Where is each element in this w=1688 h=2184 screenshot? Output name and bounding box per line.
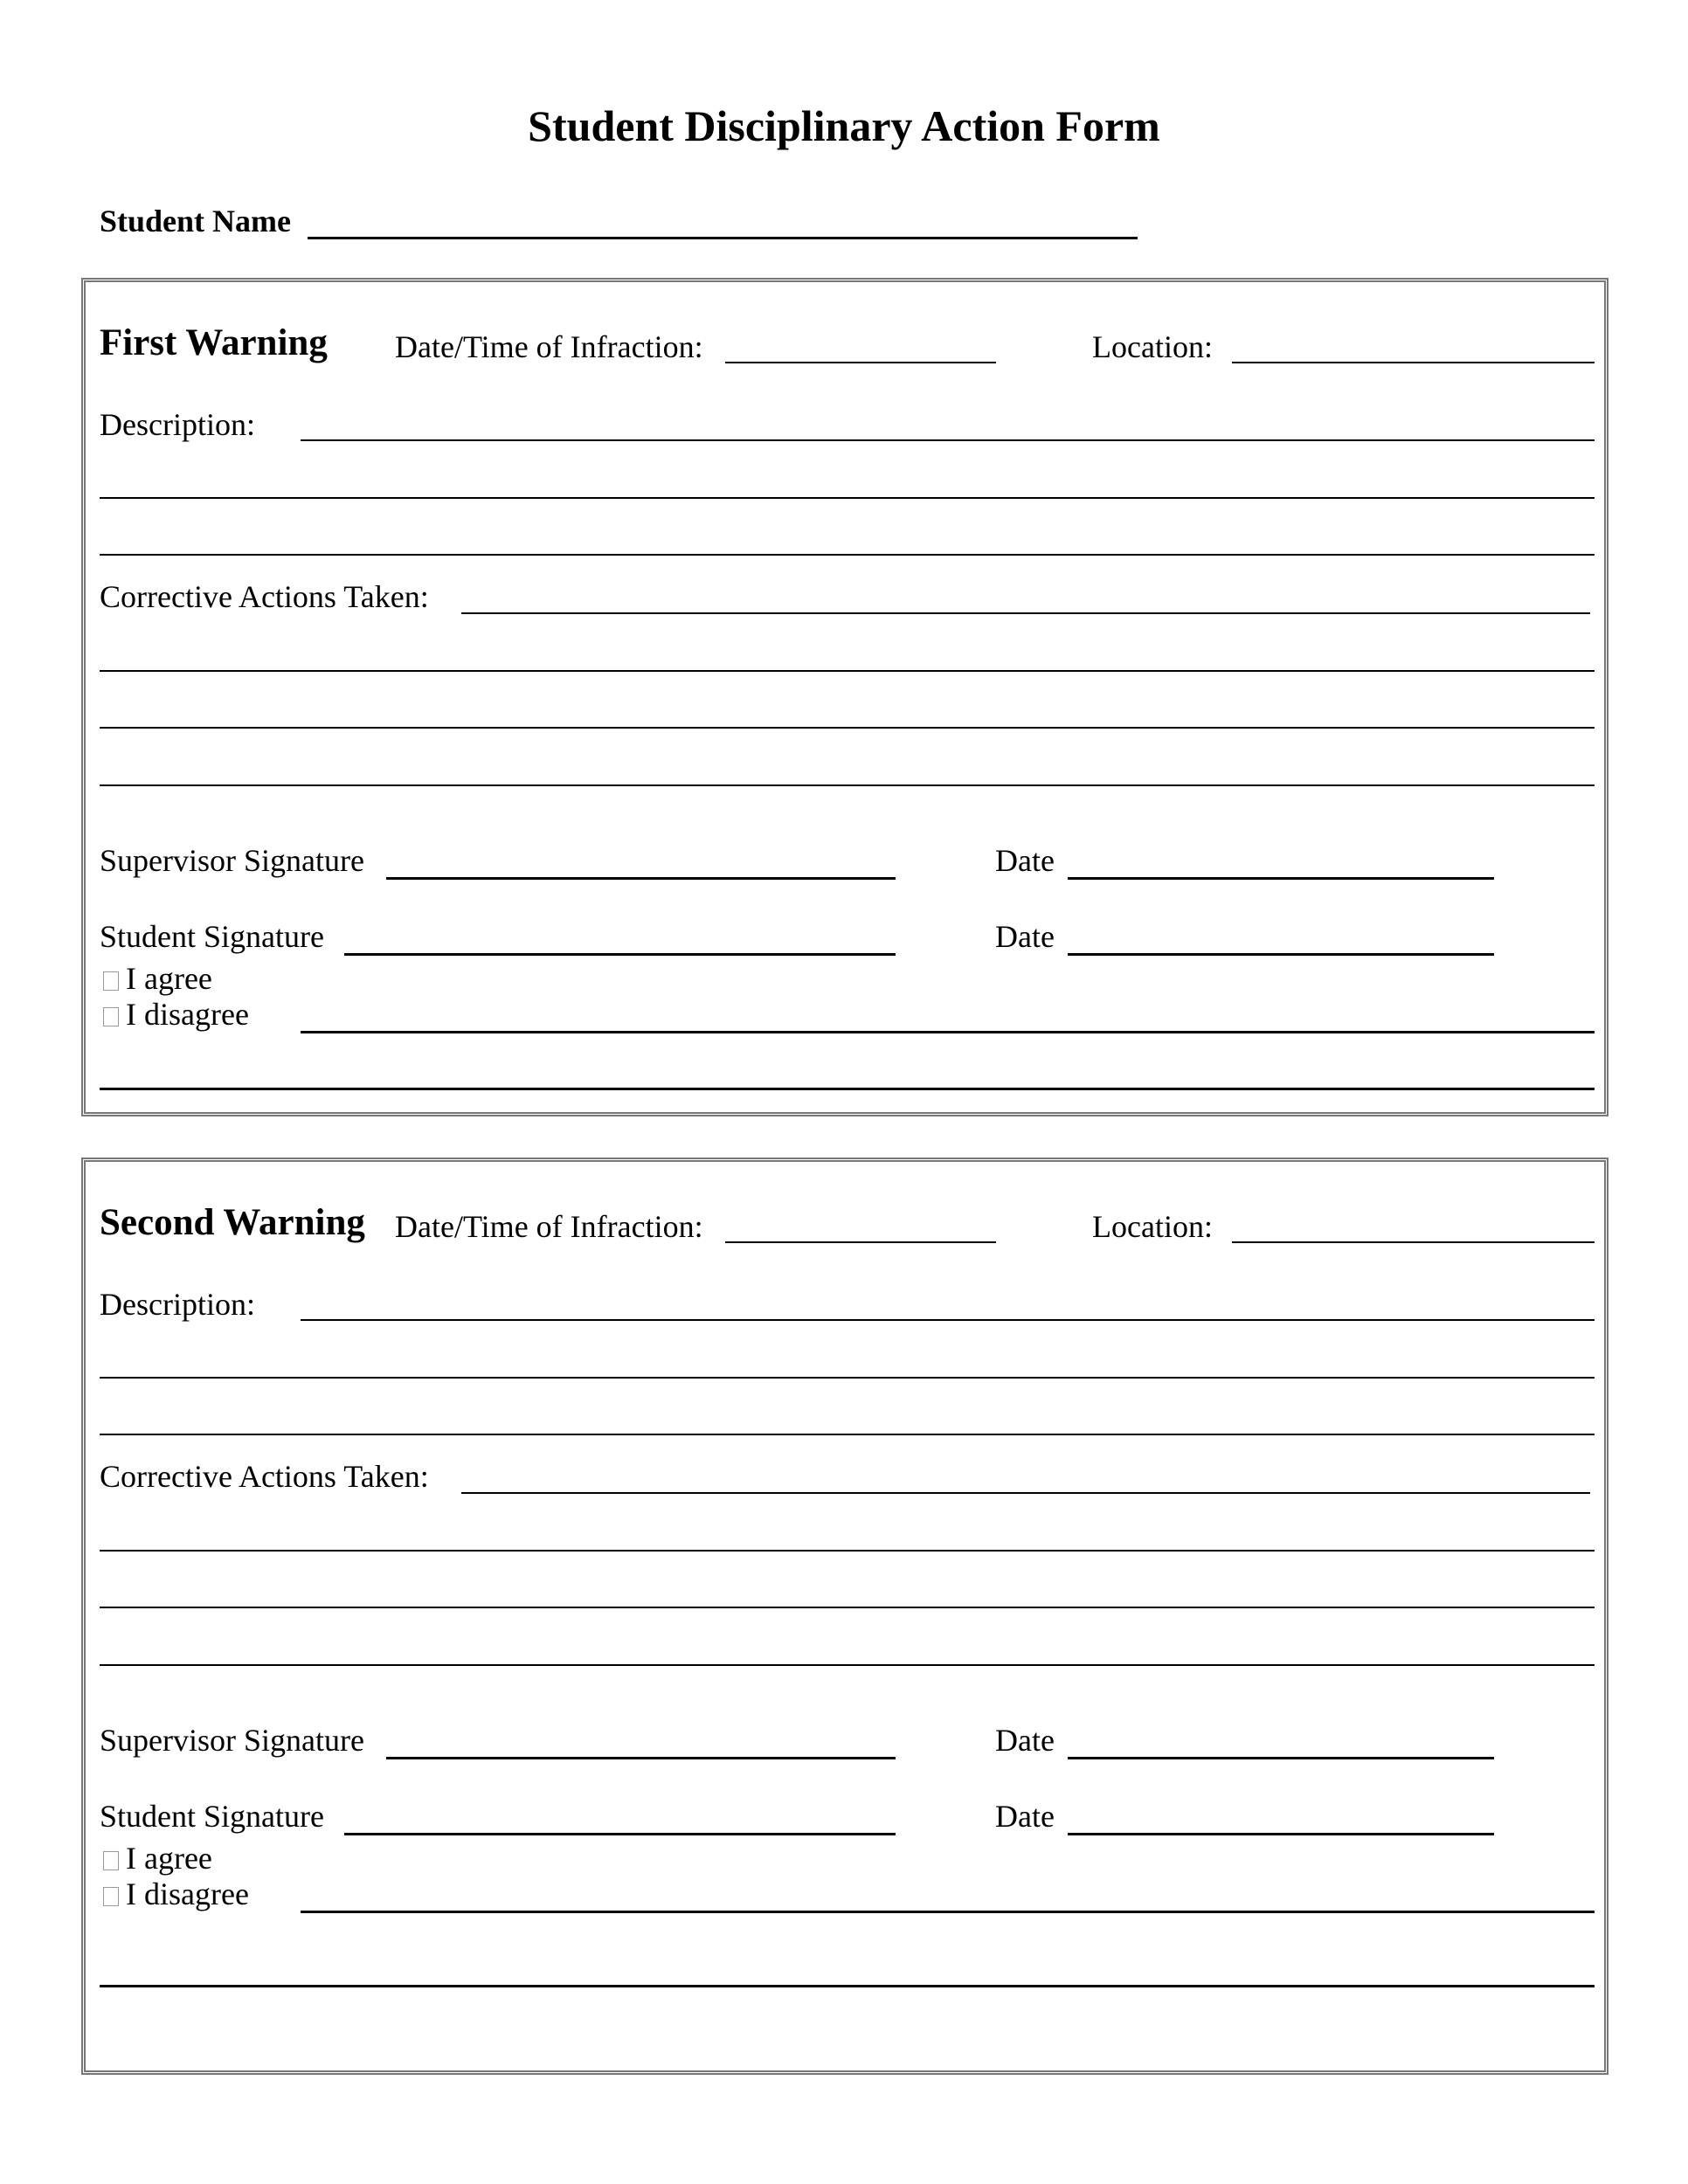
second-disagree-option[interactable] — [103, 1876, 249, 1911]
first-corrective-label: Corrective Actions Taken: — [100, 579, 429, 614]
first-disagree-label: I disagree — [126, 997, 249, 1032]
second-disagree-checkbox[interactable] — [103, 1887, 119, 1906]
second-corrective-label: Corrective Actions Taken: — [100, 1459, 429, 1494]
second-description-line-1[interactable] — [301, 1319, 1595, 1321]
first-description-line-2[interactable] — [100, 497, 1595, 499]
first-date-label-1: Date — [995, 843, 1055, 878]
first-datetime-field[interactable] — [725, 362, 996, 363]
first-date-label-2: Date — [995, 919, 1055, 954]
first-disagree-reason-line-2[interactable] — [100, 1088, 1595, 1090]
second-agree-checkbox[interactable] — [103, 1851, 119, 1870]
form-title: Student Disciplinary Action Form — [528, 101, 1160, 150]
second-date-label-2: Date — [995, 1799, 1055, 1834]
first-description-line-3[interactable] — [100, 554, 1595, 556]
second-disagree-reason-line-1[interactable] — [301, 1911, 1595, 1913]
second-date-label-1: Date — [995, 1723, 1055, 1758]
second-corrective-line-3[interactable] — [100, 1607, 1595, 1608]
first-disagree-option[interactable] — [103, 997, 249, 1032]
first-warning-heading: First Warning — [100, 322, 328, 363]
first-location-field[interactable] — [1232, 362, 1595, 363]
first-agree-option[interactable] — [103, 961, 212, 996]
second-datetime-label: Date/Time of Infraction: — [395, 1209, 703, 1244]
second-student-signature-field[interactable] — [344, 1833, 896, 1835]
first-corrective-line-1[interactable] — [461, 612, 1590, 614]
first-student-signature-label: Student Signature — [100, 919, 324, 954]
second-warning-heading: Second Warning — [100, 1202, 365, 1243]
first-agree-checkbox[interactable] — [103, 971, 119, 991]
second-date-field-1[interactable] — [1068, 1757, 1494, 1759]
student-name-label: Student Name — [100, 204, 292, 238]
second-corrective-line-1[interactable] — [461, 1492, 1590, 1494]
first-datetime-label: Date/Time of Infraction: — [395, 329, 703, 364]
second-agree-option[interactable] — [103, 1841, 212, 1876]
first-location-label: Location: — [1092, 329, 1213, 364]
second-date-field-2[interactable] — [1068, 1833, 1494, 1835]
second-supervisor-signature-label: Supervisor Signature — [100, 1723, 364, 1758]
first-warning-section — [81, 278, 1608, 1116]
second-supervisor-signature-field[interactable] — [386, 1757, 896, 1759]
first-description-line-1[interactable] — [301, 439, 1595, 441]
second-warning-section — [81, 1158, 1608, 2075]
first-student-signature-field[interactable] — [344, 953, 896, 956]
second-description-line-3[interactable] — [100, 1434, 1595, 1435]
first-agree-label: I agree — [126, 961, 212, 996]
student-name-field[interactable] — [308, 237, 1138, 239]
second-student-signature-label: Student Signature — [100, 1799, 324, 1834]
first-corrective-line-2[interactable] — [100, 670, 1595, 672]
second-corrective-line-4[interactable] — [100, 1664, 1595, 1666]
second-location-field[interactable] — [1232, 1241, 1595, 1243]
second-agree-label: I agree — [126, 1841, 212, 1876]
first-supervisor-signature-label: Supervisor Signature — [100, 843, 364, 878]
first-date-field-1[interactable] — [1068, 877, 1494, 880]
second-description-label: Description: — [100, 1287, 255, 1322]
second-datetime-field[interactable] — [725, 1241, 996, 1243]
second-location-label: Location: — [1092, 1209, 1213, 1244]
second-description-line-2[interactable] — [100, 1377, 1595, 1379]
second-disagree-reason-line-2[interactable] — [100, 1985, 1595, 1987]
second-corrective-line-2[interactable] — [100, 1550, 1595, 1552]
first-disagree-checkbox[interactable] — [103, 1007, 119, 1026]
first-corrective-line-4[interactable] — [100, 784, 1595, 786]
second-disagree-label: I disagree — [126, 1876, 249, 1911]
first-date-field-2[interactable] — [1068, 953, 1494, 956]
first-disagree-reason-line-1[interactable] — [301, 1031, 1595, 1033]
first-supervisor-signature-field[interactable] — [386, 877, 896, 880]
first-description-label: Description: — [100, 407, 255, 442]
first-corrective-line-3[interactable] — [100, 727, 1595, 729]
